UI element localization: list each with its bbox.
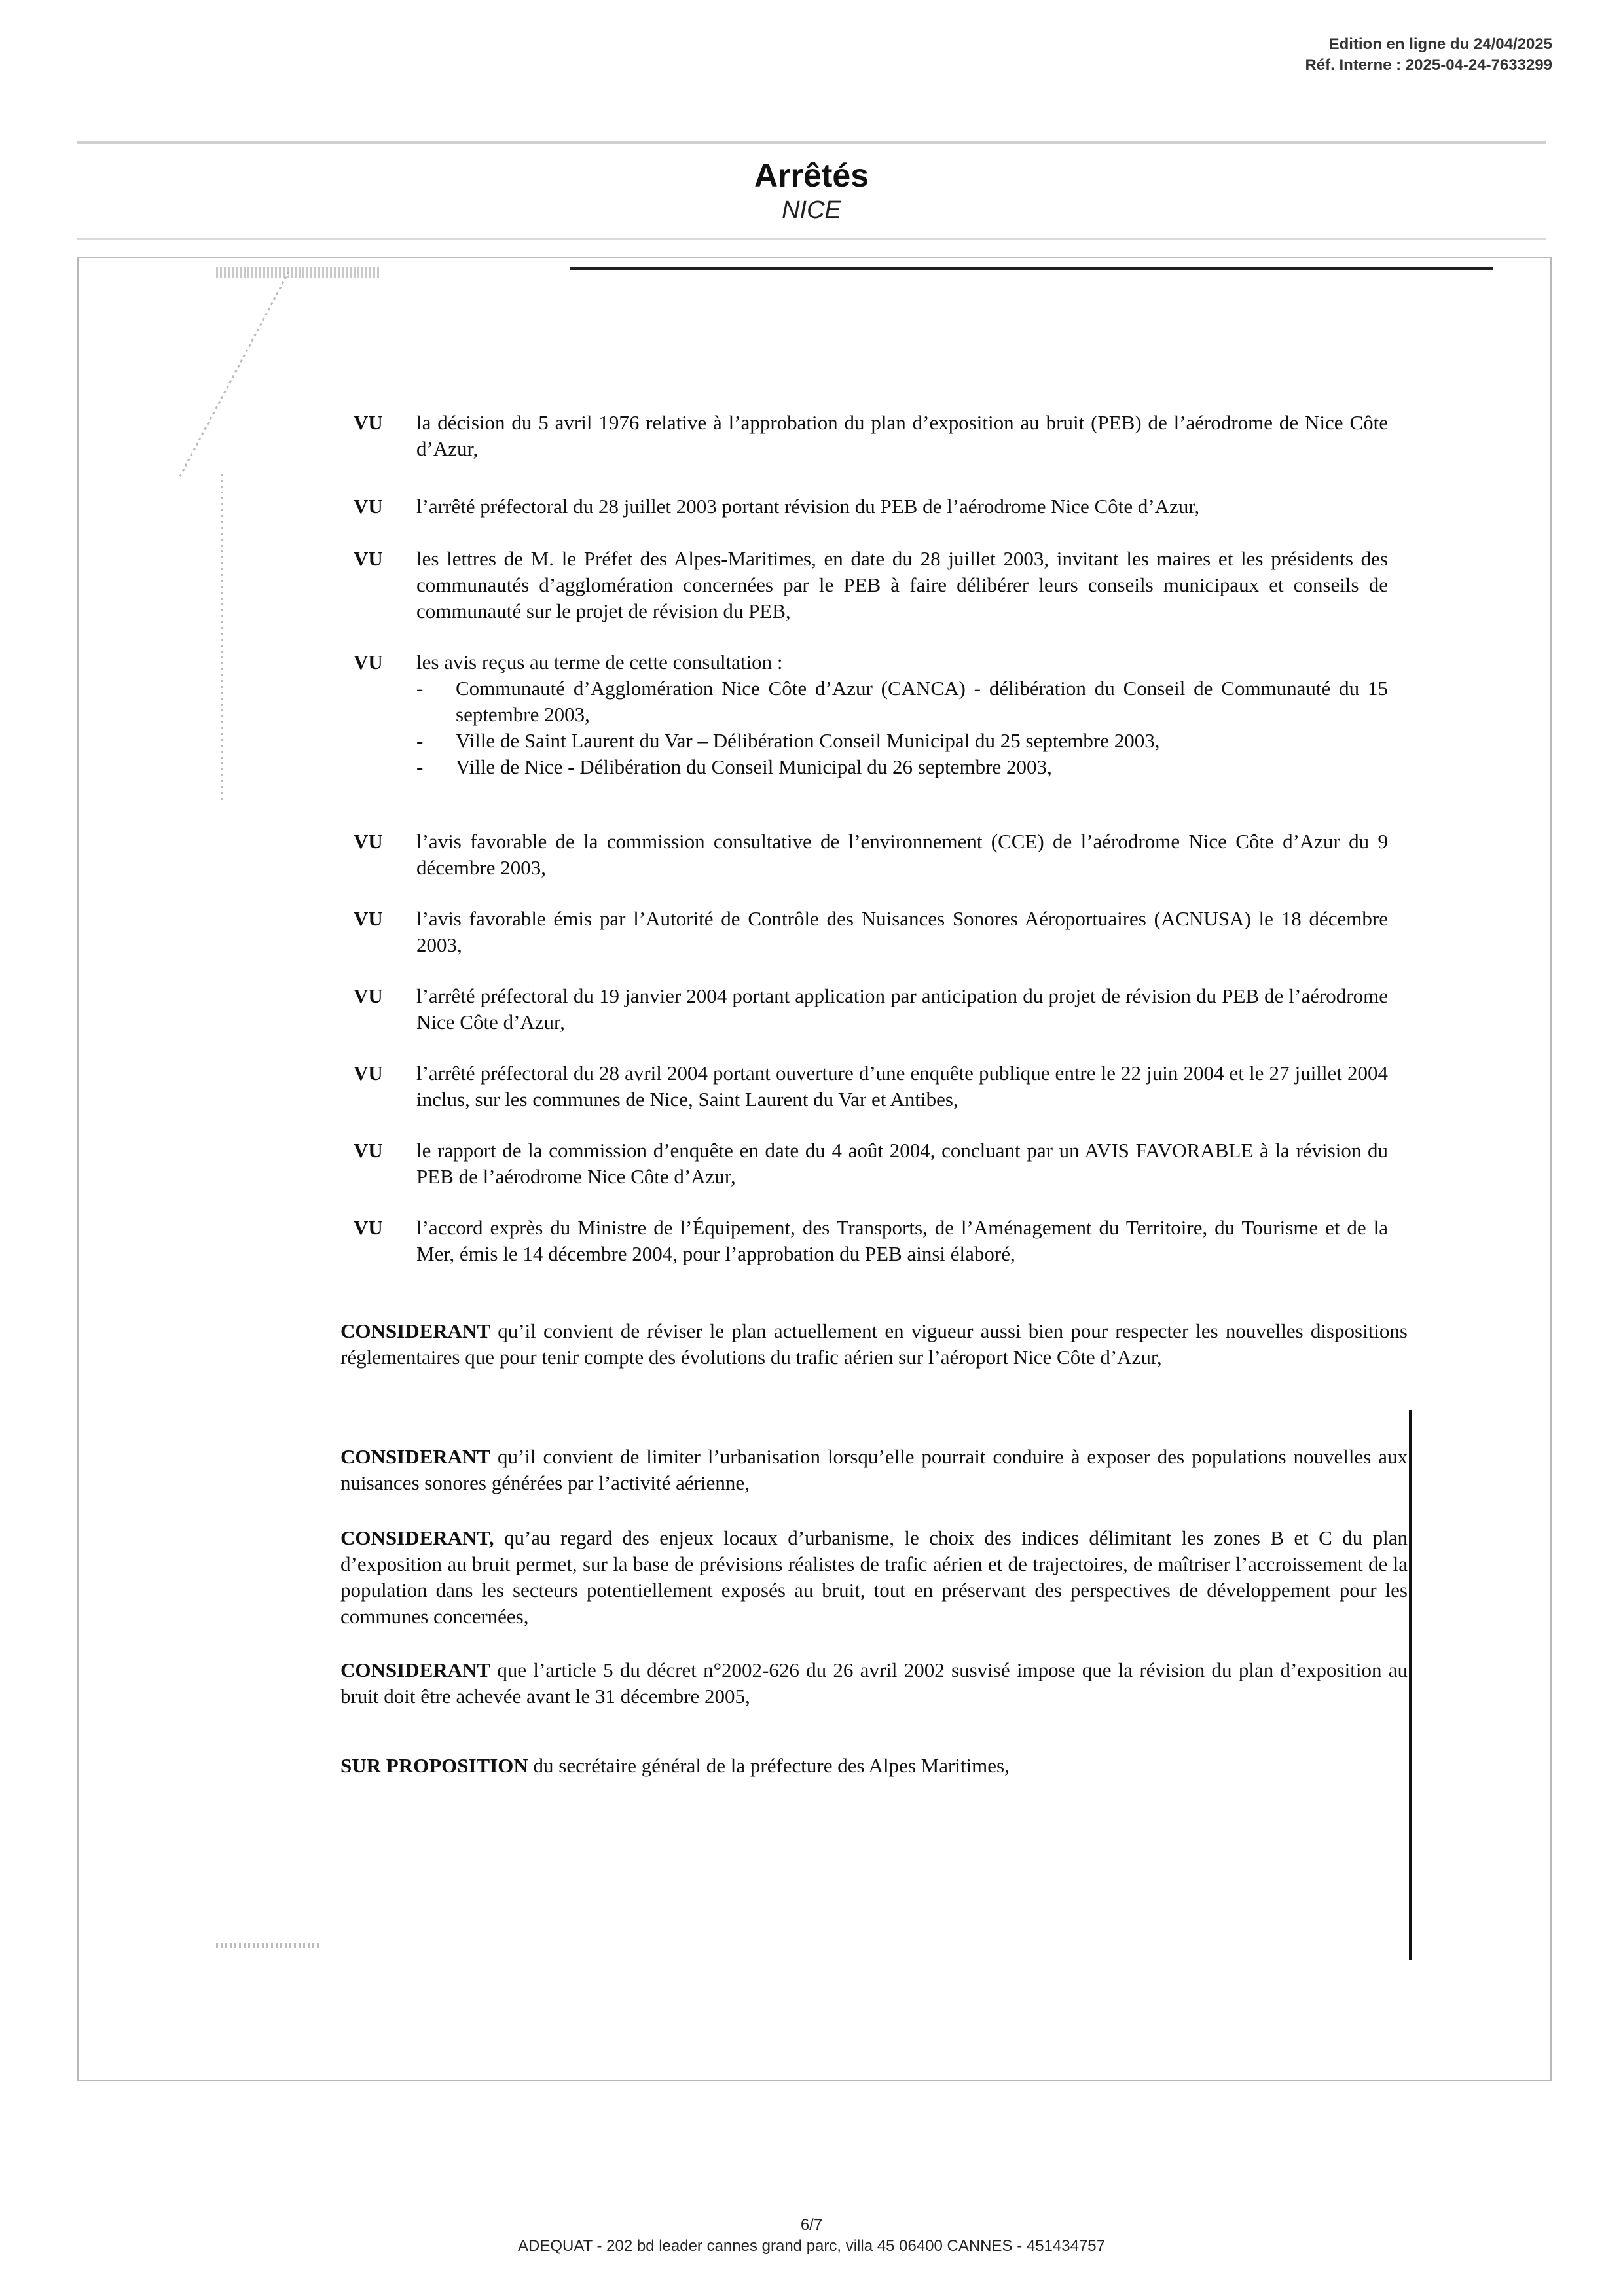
proposition-keyword: SUR PROPOSITION (340, 1754, 528, 1777)
considerant-text: qu’il convient de réviser le plan actuellement en vigueur aussi bien pour respecter les nouvelles dispositions réglementaires que pour tenir compte des évolutions du trafic aérien sur l’aéroport Nice Côte d’Azur, (340, 1319, 1408, 1369)
vu-label: VU (354, 907, 383, 930)
vu-text: l’avis favorable de la commission consultative de l’environnement (CCE) de l’aérodrome Nice Côte d’Azur du 9 décembre 2003, (416, 830, 1388, 879)
footer-address: ADEQUAT - 202 bd leader cannes grand parc, villa 45 06400 CANNES - 451434757 (518, 2237, 1105, 2255)
vu-entry (354, 1215, 1388, 1267)
vu-entry (354, 906, 1388, 958)
scanned-page-frame (77, 257, 1552, 2081)
scan-artifact (221, 474, 223, 801)
scan-artifact (177, 271, 290, 480)
list-item: - Ville de Nice - Délibération du Conseil Municipal du 26 septembre 2003, (416, 754, 1388, 780)
consultation-list (416, 675, 1388, 780)
vu-entry (354, 1138, 1388, 1190)
considerant-text: qu’il convient de limiter l’urbanisation lorsqu’elle pourrait conduire à exposer des populations nouvelles aux nuisances sonores générées par l’activité aérienne, (340, 1445, 1408, 1494)
vu-label: VU (354, 984, 383, 1007)
scan-artifact (216, 267, 380, 278)
header-divider (77, 141, 1546, 144)
vu-label: VU (354, 495, 383, 518)
internal-reference: Réf. Interne : 2025-04-24-7633299 (1305, 56, 1552, 74)
considerant-keyword: CONSIDERANT (340, 1445, 491, 1468)
vu-text: la décision du 5 avril 1976 relative à l’approbation du plan d’exposition au bruit (PEB) de l’aérodrome de Nice Côte d’Azur, (416, 411, 1388, 460)
vu-label: VU (354, 547, 383, 570)
vu-entry (354, 493, 1388, 520)
considerant-entry (340, 1657, 1408, 1710)
vu-label: VU (354, 1062, 383, 1085)
page-footer (0, 2215, 1623, 2257)
page-subtitle: NICE (782, 196, 841, 224)
considerant-entry (340, 1444, 1408, 1496)
page-title: Arrêtés (754, 157, 869, 194)
list-item: - Communauté d’Agglomération Nice Côte d’Azur (CANCA) - délibération du Conseil de Communauté du 15 septembre 2003, (416, 675, 1388, 728)
vu-entry (354, 410, 1388, 462)
page-number: 6/7 (800, 2216, 823, 2234)
title-block (0, 156, 1623, 225)
scan-rule (1409, 1410, 1412, 1960)
considerant-keyword: CONSIDERANT (340, 1659, 491, 1681)
vu-entry (354, 649, 1388, 780)
list-item: - Ville de Saint Laurent du Var – Délibération Conseil Municipal du 25 septembre 2003, (416, 728, 1388, 754)
scan-artifact (216, 1943, 321, 1948)
vu-label: VU (354, 1139, 383, 1162)
considerant-entry (340, 1318, 1408, 1371)
vu-label: VU (354, 411, 383, 434)
vu-text: l’accord exprès du Ministre de l’Équipement, des Transports, de l’Aménagement du Territoire, du Tourisme et de la Mer, émis le 14 décembre 2004, pour l’approbation du PEB ainsi élaboré, (416, 1216, 1388, 1265)
considerant-text: que l’article 5 du décret n°2002-626 du 26 avril 2002 susvisé impose que la révision du plan d’exposition au bruit doit être achevée avant le 31 décembre 2005, (340, 1659, 1408, 1708)
vu-entry (354, 546, 1388, 624)
vu-text: le rapport de la commission d’enquête en date du 4 août 2004, concluant par un AVIS FAVORABLE à la révision du PEB de l’aérodrome Nice Côte d’Azur, (416, 1139, 1388, 1188)
vu-label: VU (354, 651, 383, 673)
vu-text: l’avis favorable émis par l’Autorité de Contrôle des Nuisances Sonores Aéroportuaires (ACNUSA) le 18 décembre 2003, (416, 907, 1388, 956)
vu-label: VU (354, 830, 383, 853)
vu-entry (354, 983, 1388, 1035)
vu-text (416, 649, 1388, 780)
vu-intro: les avis reçus au terme de cette consultation : (416, 651, 783, 673)
scan-rule (570, 267, 1493, 270)
considerant-keyword: CONSIDERANT, (340, 1526, 494, 1549)
proposition-text: du secrétaire général de la préfecture des Alpes Maritimes, (528, 1754, 1010, 1777)
edition-header (1305, 34, 1552, 76)
considerant-entry (340, 1525, 1408, 1630)
vu-text: l’arrêté préfectoral du 28 juillet 2003 portant révision du PEB de l’aérodrome Nice Côte d’Azur, (416, 495, 1200, 518)
vu-entry (354, 829, 1388, 881)
subtitle-divider (77, 238, 1546, 240)
considerant-keyword: CONSIDERANT (340, 1319, 491, 1342)
proposition-entry (340, 1753, 1408, 1779)
vu-label: VU (354, 1216, 383, 1239)
vu-text: les lettres de M. le Préfet des Alpes-Maritimes, en date du 28 juillet 2003, invitant les maires et les présidents des communautés d’agglomération concernées par le PEB à faire délibérer leurs conseils municipaux et conseils de communauté sur le projet de révision du PEB, (416, 547, 1388, 622)
vu-text: l’arrêté préfectoral du 28 avril 2004 portant ouverture d’une enquête publique entre le 22 juin 2004 et le 27 juillet 2004 inclus, sur les communes de Nice, Saint Laurent du Var et Antibes, (416, 1062, 1388, 1111)
edition-date: Edition en ligne du 24/04/2025 (1328, 35, 1552, 53)
vu-entry (354, 1060, 1388, 1113)
vu-text: l’arrêté préfectoral du 19 janvier 2004 portant application par anticipation du projet de révision du PEB de l’aérodrome Nice Côte d’Azur, (416, 984, 1388, 1033)
considerant-text: qu’au regard des enjeux locaux d’urbanisme, le choix des indices délimitant les zones B et C du plan d’exposition au bruit permet, sur la base de prévisions réalistes de trafic aérien et de trajectoires, de maîtriser l’accroissement de la population dans les secteurs potentiellement exposés au bruit, tout en préservant des perspectives de développement pour les communes concernées, (340, 1526, 1408, 1628)
